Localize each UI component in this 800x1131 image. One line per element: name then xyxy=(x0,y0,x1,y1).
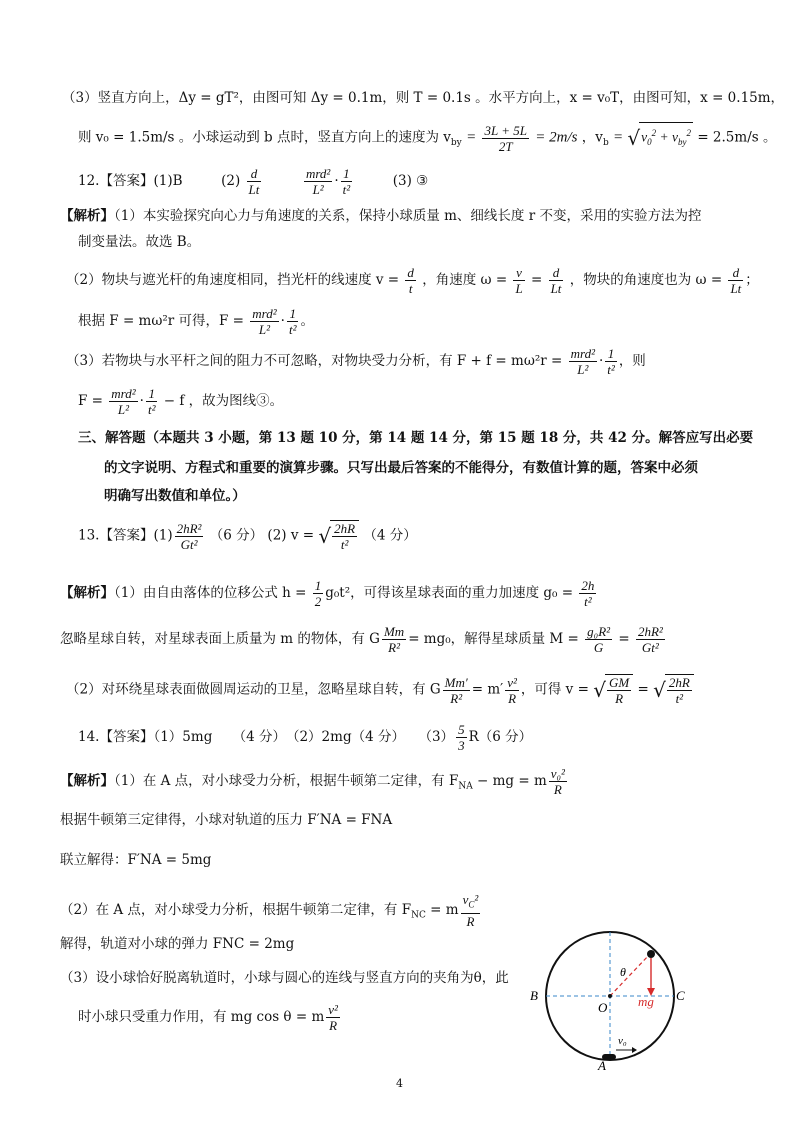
p3-line2a: 则 v₀ = 1.5m/s 。小球运动到 b 点时，竖直方向上的速度为 v xyxy=(78,129,451,146)
q13-exp3a: （2）对环绕星球表面做圆周运动的卫星，忽略星球自转，有 G xyxy=(66,681,441,698)
q14-answer-text: 14.【答案】（1）5mg （4 分） （2）2mg（4 分） （3） xyxy=(78,729,455,745)
q12-ans3: (3) ③ xyxy=(392,173,429,189)
q14-exp4b: = m xyxy=(430,901,459,918)
q14-exp7a: 时小球只受重力作用，有 mg cos θ = m xyxy=(78,1009,325,1025)
q13-score1: （6 分） xyxy=(209,527,264,544)
q12-exp5b: − f ，故为图线③。 xyxy=(163,393,284,409)
q12-exp2a: （2）物块与遮光杆的角速度相同，挡光杆的线速度 v xyxy=(66,272,384,288)
q12-exp4b: ，则 xyxy=(618,353,646,369)
label-O: O xyxy=(598,1000,608,1015)
q12-exp3: 根据 F = mω²r 可得，F = $\frac{\text{mrd²}}{\text{L²}}$ · $\frac{1}{\text{t²}}$ 。 xyxy=(78,306,314,337)
q14-exp4: （2）在 A 点，对小球受力分析，根据牛顿第二定律，有 $F_{NC} = m$ $\frac{v_C^2}{R}$ xyxy=(60,892,479,929)
q13-answer: 13.【答案】(1) $\frac{\text{2hR²}}{\text{Gt²}}$ （6 分） (2) v = √ $\frac{2hR}{\text{t²}}$ （4 分） xyxy=(78,520,417,552)
q14-exp2: 根据牛顿第三定律得，小球对轨道的压力 F′NA = FNA xyxy=(60,812,393,828)
q14-exp7: 时小球只受重力作用，有 mg cos θ = m $\frac{\text{v²}}{R}$ xyxy=(78,1002,338,1033)
q13-exp3b: = m′ xyxy=(471,681,504,698)
q14-exp3: 联立解得：F′NA = 5mg xyxy=(60,852,212,868)
q13-exp2b: = mg₀，解得星球质量 M = xyxy=(408,631,579,647)
q14-exp4a: （2）在 A 点，对小球受力分析，根据牛顿第二定律，有 F xyxy=(60,901,412,918)
label-A: A xyxy=(598,1058,606,1073)
label-B: B xyxy=(530,988,538,1003)
q13-exp3: （2）对环绕星球表面做圆周运动的卫星，忽略星球自转，有 G $\frac{Mm'}{\text{R²}}$ = m′ $\frac{\text{v²}}{R}$ ，可得 v = √ $\frac{GM}{R}$ = √ $\frac{2hR}{\text{t²}}$ xyxy=(66,674,694,706)
q12-answer: 12.【答案】(1)B (2) $\frac{d}{Lt}$ $\frac{\text{mrd²}}{\text{L²}}$ · $\frac{1}{\text{t²}}$ (3) ③ xyxy=(78,166,429,197)
q13-ans2: (2) v = xyxy=(267,527,315,544)
q12-exp2b: ，角速度 ω xyxy=(422,272,492,288)
q13-exp1a: （1）由自由落体的位移公式 h = xyxy=(114,585,307,601)
q14-exp1: 【解析】（1）在 A 点，对小球受力分析，根据牛顿第二定律，有 $F_{NA}$ − mg = m $\frac{\text{v₀²}}{R}$ xyxy=(60,766,565,797)
q14-exp-label: 【解析】 xyxy=(60,773,114,789)
q13-answer-label: 13.【答案】(1) xyxy=(78,527,173,544)
p3-line2: 则 v₀ = 1.5m/s 。小球运动到 b 点时，竖直方向上的速度为 $v_{by}$ = $\frac{3L + 5L}{2T}$ = 2m/s ，$v_b = √v_0^2 + v_{by}^2 = 2.5m/s$ 。 xyxy=(78,122,777,154)
p3-line2b: ，v xyxy=(581,129,603,146)
q12-exp5: F = $\frac{\text{mrd²}}{\text{L²}}$ · $\frac{1}{\text{t²}}$ − f ，故为图线③。 xyxy=(78,386,284,417)
q14-answer: 14.【答案】（1）5mg （4 分） （2）2mg（4 分） （3） $\frac{5}{3}$ R（6 分） xyxy=(78,722,533,753)
q12-exp4a: （3）若物块与水平杆之间的阻力不可忽略，对物块受力分析，有 F + f = mω²r xyxy=(66,353,547,369)
q12-exp2d: ； xyxy=(745,272,759,288)
q13-exp2a: 忽略星球自转，对星球表面上质量为 m 的物体，有 G xyxy=(60,631,380,647)
q12-answer-label: 12.【答案】(1)B xyxy=(78,173,183,189)
section3-line2: 的文字说明、方程式和重要的演算步骤。只写出最后答案的不能得分，有数值计算的题，答案中必须 xyxy=(104,460,698,476)
q12-exp2c: ，物块的角速度也为 ω xyxy=(569,272,707,288)
q12-exp1-cont: 制变量法。故选 B。 xyxy=(78,234,201,250)
q13-exp1b: g₀t²，可得该星球表面的重力加速度 g₀ = xyxy=(325,585,574,601)
q12-exp4: （3）若物块与水平杆之间的阻力不可忽略，对物块受力分析，有 F + f = mω²r = $\frac{\text{mrd²}}{\text{L²}}$ · $\frac{1}{\text{t²}}$ ，则 xyxy=(66,346,646,377)
q13-exp-label: 【解析】 xyxy=(60,585,114,601)
q13-exp3c: ，可得 v = xyxy=(520,681,589,698)
q12-exp3b: 。 xyxy=(300,313,314,329)
center-dot xyxy=(608,994,612,998)
p3-line2c: = 2.5m/s 。 xyxy=(697,129,777,146)
p3-fraction: $\frac{3L + 5L}{2T}$ xyxy=(484,122,527,154)
q14-exp1b: − mg = m xyxy=(477,773,547,789)
label-theta: θ xyxy=(620,965,626,979)
q12-exp1 xyxy=(60,206,701,226)
q13-exp1: 【解析】（1）由自由落体的位移公式 h = $\frac{1}{2}$ g₀t²，可得该星球表面的重力加速度 g₀ = $\frac{2h}{\text{t²}}$ xyxy=(60,578,595,609)
label-mg: mg xyxy=(638,994,654,1009)
radius-dash xyxy=(610,954,650,996)
q14-ans3-end: R（6 分） xyxy=(468,729,533,745)
q12-exp2: （2）物块与遮光杆的角速度相同，挡光杆的线速度 v = $\frac{d}{t}$ ，角速度 ω = $\frac{v}{L}$ = $\frac{d}{Lt}$ ，物块的角速度也为 ω = $\frac{d}{Lt}$ ； xyxy=(66,265,759,296)
section3-title: 三、解答题（本题共 3 小题，第 13 题 10 分，第 14 题 14 分，第 15 题 18 分，共 42 分。解答应写出必要 xyxy=(78,430,754,446)
q12-ans2: (2) xyxy=(221,173,241,189)
q13-score2: （4 分） xyxy=(363,527,417,544)
v0-arrow-head xyxy=(632,1047,637,1053)
q12-exp3a: 根据 F = mω²r 可得，F xyxy=(78,313,229,329)
q14-exp5: 解得，轨道对小球的弹力 FNC = 2mg xyxy=(60,936,295,952)
circle-track-diagram xyxy=(530,930,696,1073)
q14-exp1a: （1）在 A 点，对小球受力分析，根据牛顿第二定律，有 F xyxy=(114,773,459,789)
q12-exp5a: F xyxy=(78,393,88,409)
q12-exp1-text: （1）本实验探究向心力与角速度的关系，保持小球质量 m、细线长度 r 不变，采用的实验方法为控 xyxy=(114,208,702,224)
q14-exp6: （3）设小球恰好脱离轨道时，小球与圆心的连线与竖直方向的夹角为θ，此 xyxy=(60,970,509,986)
label-v0: v₀ xyxy=(618,1035,627,1047)
section3-line3: 明确写出数值和单位。） xyxy=(104,488,246,504)
p3-line1: （3）竖直方向上，Δy = gT²，由图可知 Δy = 0.1m，则 T = 0.1s 。水平方向上，x = v₀T，由图可知，x = 0.15m， xyxy=(62,90,785,106)
q13-exp2: 忽略星球自转，对星球表面上质量为 m 的物体，有 G $\frac{Mm}{\text{R²}}$ = mg₀，解得星球质量 M = $\frac{\text{g₀R²}}{G}$ = $\frac{\text{2hR²}}{\text{Gt²}}$ xyxy=(60,624,663,655)
ball-top xyxy=(647,950,655,958)
page-number: 4 xyxy=(396,1077,403,1090)
q12-exp-label: 【解析】 xyxy=(60,208,114,224)
label-C: C xyxy=(676,988,685,1003)
